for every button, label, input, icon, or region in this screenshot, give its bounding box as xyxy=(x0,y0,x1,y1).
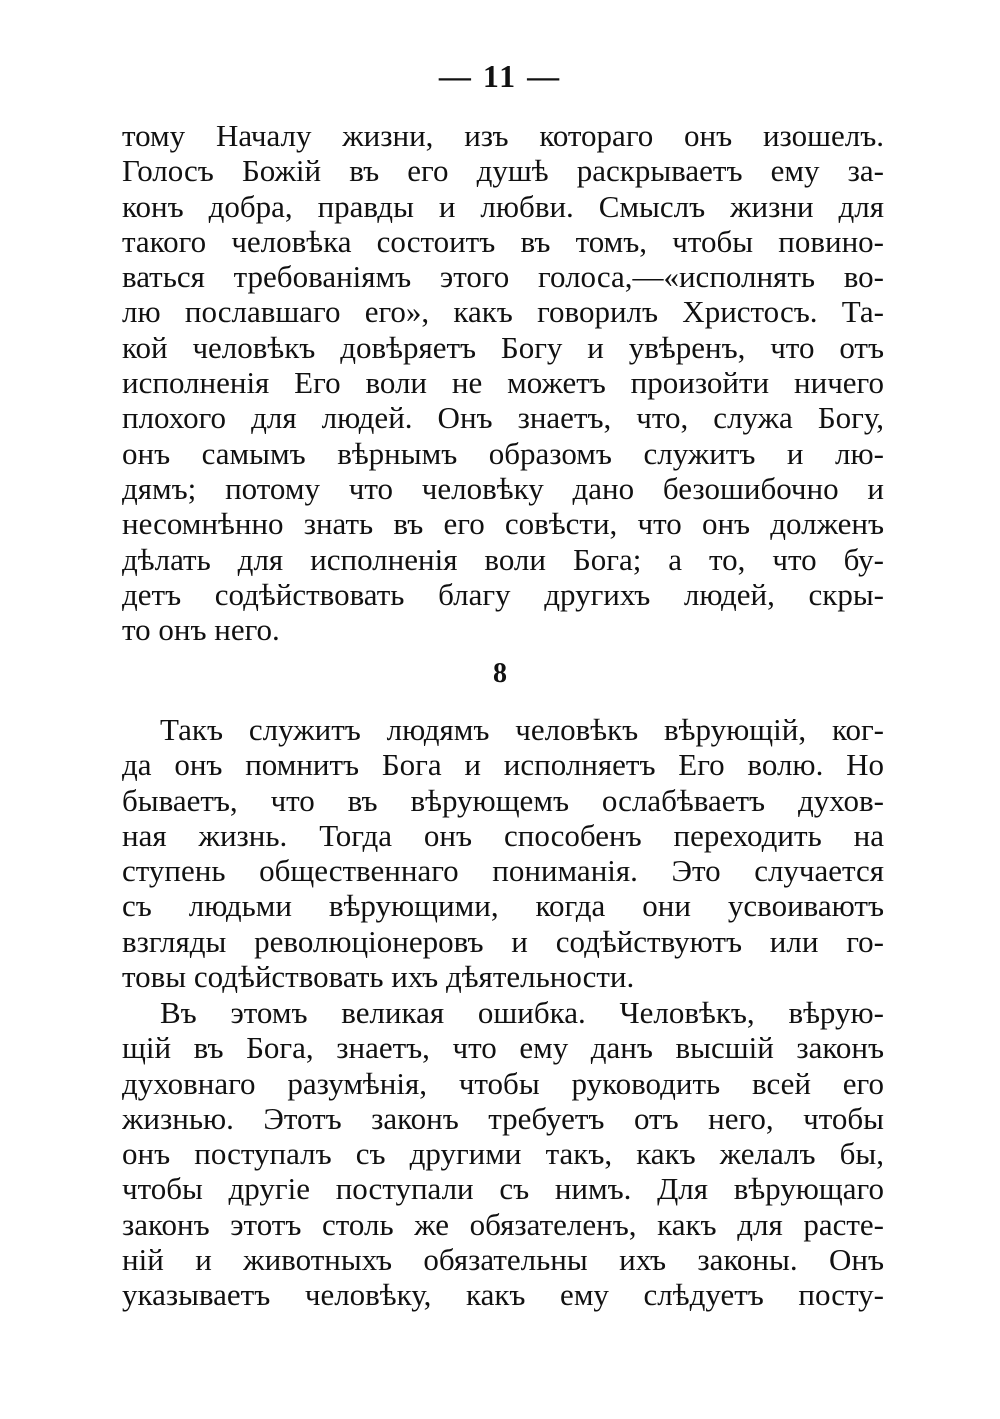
paragraph xyxy=(122,995,884,1313)
text-line: чтобы другіе поступали съ нимъ. Для вѣрующаго xyxy=(122,1171,884,1207)
text-line: бываетъ, что въ вѣрующемъ ослабѣваетъ духов- xyxy=(122,782,884,818)
text-line: щій въ Бога, знаетъ, что ему данъ высшій законъ xyxy=(122,1030,884,1066)
paragraph-continuation xyxy=(122,118,884,647)
text-line: то онъ него. xyxy=(122,612,280,648)
text-line: ваться требованіямъ этого голоса,—«исполнять во- xyxy=(122,259,884,295)
page-number: — 11 — xyxy=(438,58,562,94)
text-line: плохого для людей. Онъ знаетъ, что, служа Богу, xyxy=(122,400,884,436)
text-line: законъ этотъ столь же обязателенъ, какъ для расте- xyxy=(122,1206,884,1242)
text-line: дямъ; потому что человѣку дано безошибочно и xyxy=(122,470,884,506)
text-line: такого человѣка состоитъ въ томъ, чтобы повино- xyxy=(122,223,884,259)
text-line: лю пославшаго его», какъ говорилъ Христосъ. Та- xyxy=(122,294,884,330)
text-line: Въ этомъ великая ошибка. Человѣкъ, вѣрую- xyxy=(160,995,884,1030)
paragraph xyxy=(122,712,884,994)
text-line: Голосъ Божій въ его душѣ раскрываетъ ему за- xyxy=(122,153,884,189)
text-line: жизнью. Этотъ законъ требуетъ отъ него, чтобы xyxy=(122,1100,884,1136)
text-line: детъ содѣйствовать благу другихъ людей, скры- xyxy=(122,576,884,612)
text-line: духовнаго разумѣнія, чтобы руководить всей его xyxy=(122,1065,884,1101)
text-line: указываетъ человѣку, какъ ему слѣдуетъ посту- xyxy=(122,1277,884,1313)
text-line: кой человѣкъ довѣряетъ Богу и увѣренъ, что отъ xyxy=(122,329,884,365)
text-line: тому Началу жизни, изъ котораго онъ изошелъ. xyxy=(122,118,884,153)
text-line: исполненія Его воли не можетъ произойти ничего xyxy=(122,365,884,401)
text-line: ній и животныхъ обязательны ихъ законы. Онъ xyxy=(122,1242,884,1278)
section-number: 8 xyxy=(493,658,507,689)
text-line: конъ добра, правды и любви. Смыслъ жизни для xyxy=(122,188,884,224)
text-line: товы содѣйствовать ихъ дѣятельности. xyxy=(122,959,635,995)
text-line: Такъ служитъ людямъ человѣкъ вѣрующій, ког- xyxy=(160,712,884,747)
text-line: ная жизнь. Тогда онъ способенъ переходить на xyxy=(122,817,884,853)
text-line: онъ поступалъ съ другими такъ, какъ желалъ бы, xyxy=(122,1136,884,1172)
text-line: онъ самымъ вѣрнымъ образомъ служитъ и лю- xyxy=(122,435,884,471)
text-line: взгляды революціонеровъ и содѣйствуютъ или го- xyxy=(122,923,884,959)
text-line: съ людьми вѣрующими, когда они усвоиваютъ xyxy=(122,888,884,924)
text-line: несомнѣнно знать въ его совѣсти, что онъ долженъ xyxy=(122,506,884,542)
text-line: ступень общественнаго пониманія. Это случается xyxy=(122,853,884,889)
text-line: дѣлать для исполненія воли Бога; а то, что бу- xyxy=(122,541,884,577)
text-line: да онъ помнитъ Бога и исполняетъ Его волю. Но xyxy=(122,747,884,783)
